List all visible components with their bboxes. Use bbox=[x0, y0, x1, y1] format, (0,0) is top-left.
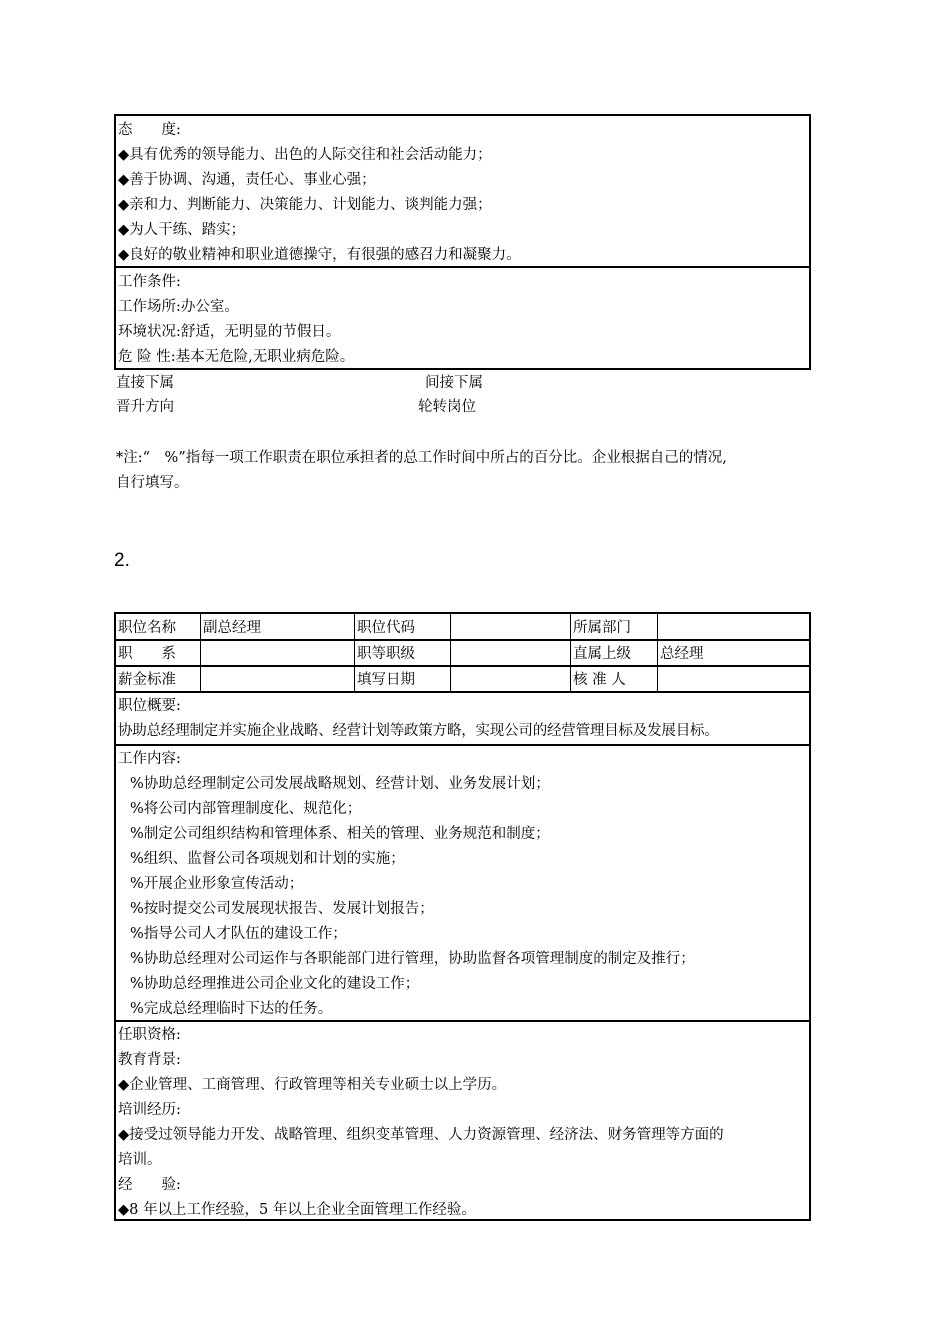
summary-text: 协助总经理制定并实施企业战略、经营计划等政策方略，实现公司的经营管理目标及发展目标。 bbox=[118, 723, 719, 739]
education-title: 教育背景: bbox=[118, 1052, 181, 1068]
indirect-subordinate-label: 间接下属 bbox=[425, 375, 483, 391]
header-label-fill-date: 填写日期 bbox=[357, 672, 415, 688]
summary-title: 职位概要: bbox=[118, 698, 181, 714]
header-label-salary: 薪金标准 bbox=[118, 672, 176, 688]
header-label-job-family: 职 系 bbox=[118, 646, 176, 662]
duties-title: 工作内容: bbox=[118, 751, 181, 767]
note-line-1: *注:“ %”指每一项工作职责在职位承担者的总工作时间中所占的百分比。企业根据自己的情况, bbox=[116, 450, 727, 466]
promotion-label: 晋升方向 bbox=[116, 399, 174, 415]
header-label-approver: 核 准 人 bbox=[573, 672, 626, 688]
header-label-position-name: 职位名称 bbox=[118, 620, 176, 636]
duty-item: %指导公司人才队伍的建设工作； bbox=[130, 926, 347, 942]
duty-item: %按时提交公司发展现状报告、发展计划报告； bbox=[130, 901, 434, 917]
duty-item: %完成总经理临时下达的任务。 bbox=[130, 1001, 333, 1017]
duty-item: %制定公司组织结构和管理体系、相关的管理、业务规范和制度； bbox=[130, 826, 550, 842]
header-label-department: 所属部门 bbox=[573, 620, 631, 636]
duties-box bbox=[114, 744, 811, 1022]
note-line-2: 自行填写。 bbox=[116, 475, 189, 491]
summary-box bbox=[114, 691, 811, 746]
duty-item: %协助总经理推进公司企业文化的建设工作； bbox=[130, 976, 420, 992]
attitude-item: ◆良好的敬业精神和职业道德操守，有很强的感召力和凝聚力。 bbox=[118, 247, 521, 263]
position-header-table bbox=[114, 612, 811, 693]
rotation-label: 轮转岗位 bbox=[418, 399, 476, 415]
experience-title: 经 验: bbox=[118, 1177, 181, 1193]
duty-item: %将公司内部管理制度化、规范化； bbox=[130, 801, 362, 817]
attitude-item: ◆为人干练、踏实； bbox=[118, 222, 246, 238]
attitude-item: ◆具有优秀的领导能力、出色的人际交往和社会活动能力； bbox=[118, 147, 492, 163]
header-label-grade: 职等职级 bbox=[357, 646, 415, 662]
education-item: ◆企业管理、工商管理、行政管理等相关专业硕士以上学历。 bbox=[118, 1077, 507, 1093]
duty-item: %协助总经理对公司运作与各职能部门进行管理，协助监督各项管理制度的制定及推行； bbox=[130, 951, 695, 967]
attitude-title: 态 度: bbox=[118, 122, 181, 138]
attitude-box bbox=[114, 114, 811, 268]
condition-item: 工作场所:办公室。 bbox=[118, 299, 239, 315]
qualifications-box bbox=[114, 1020, 811, 1221]
experience-item: ◆8 年以上工作经验，5 年以上企业全面管理工作经验。 bbox=[118, 1202, 476, 1218]
duty-item: %开展企业形象宣传活动； bbox=[130, 876, 304, 892]
qualifications-title: 任职资格: bbox=[118, 1027, 181, 1043]
training-item-line-1: ◆接受过领导能力开发、战略管理、组织变革管理、人力资源管理、经济法、财务管理等方面的 bbox=[118, 1127, 724, 1143]
header-label-position-code: 职位代码 bbox=[357, 620, 415, 636]
training-item-line-2: 培训。 bbox=[118, 1152, 162, 1168]
duty-item: %组织、监督公司各项规划和计划的实施； bbox=[130, 851, 405, 867]
header-value-supervisor: 总经理 bbox=[660, 646, 704, 662]
attitude-item: ◆善于协调、沟通，责任心、事业心强； bbox=[118, 172, 376, 188]
duty-item: %协助总经理制定公司发展战略规划、经营计划、业务发展计划； bbox=[130, 776, 550, 792]
conditions-box bbox=[114, 266, 811, 370]
training-title: 培训经历: bbox=[118, 1102, 181, 1118]
condition-item: 环境状况:舒适，无明显的节假日。 bbox=[118, 324, 341, 340]
direct-subordinate-label: 直接下属 bbox=[116, 375, 174, 391]
header-value-position-name: 副总经理 bbox=[203, 620, 261, 636]
attitude-item: ◆亲和力、判断能力、决策能力、计划能力、谈判能力强； bbox=[118, 197, 492, 213]
header-label-supervisor: 直属上级 bbox=[573, 646, 631, 662]
condition-item: 危 险 性:基本无危险,无职业病危险。 bbox=[118, 349, 355, 365]
conditions-title: 工作条件: bbox=[118, 274, 181, 290]
section-number: 2. bbox=[114, 550, 130, 571]
